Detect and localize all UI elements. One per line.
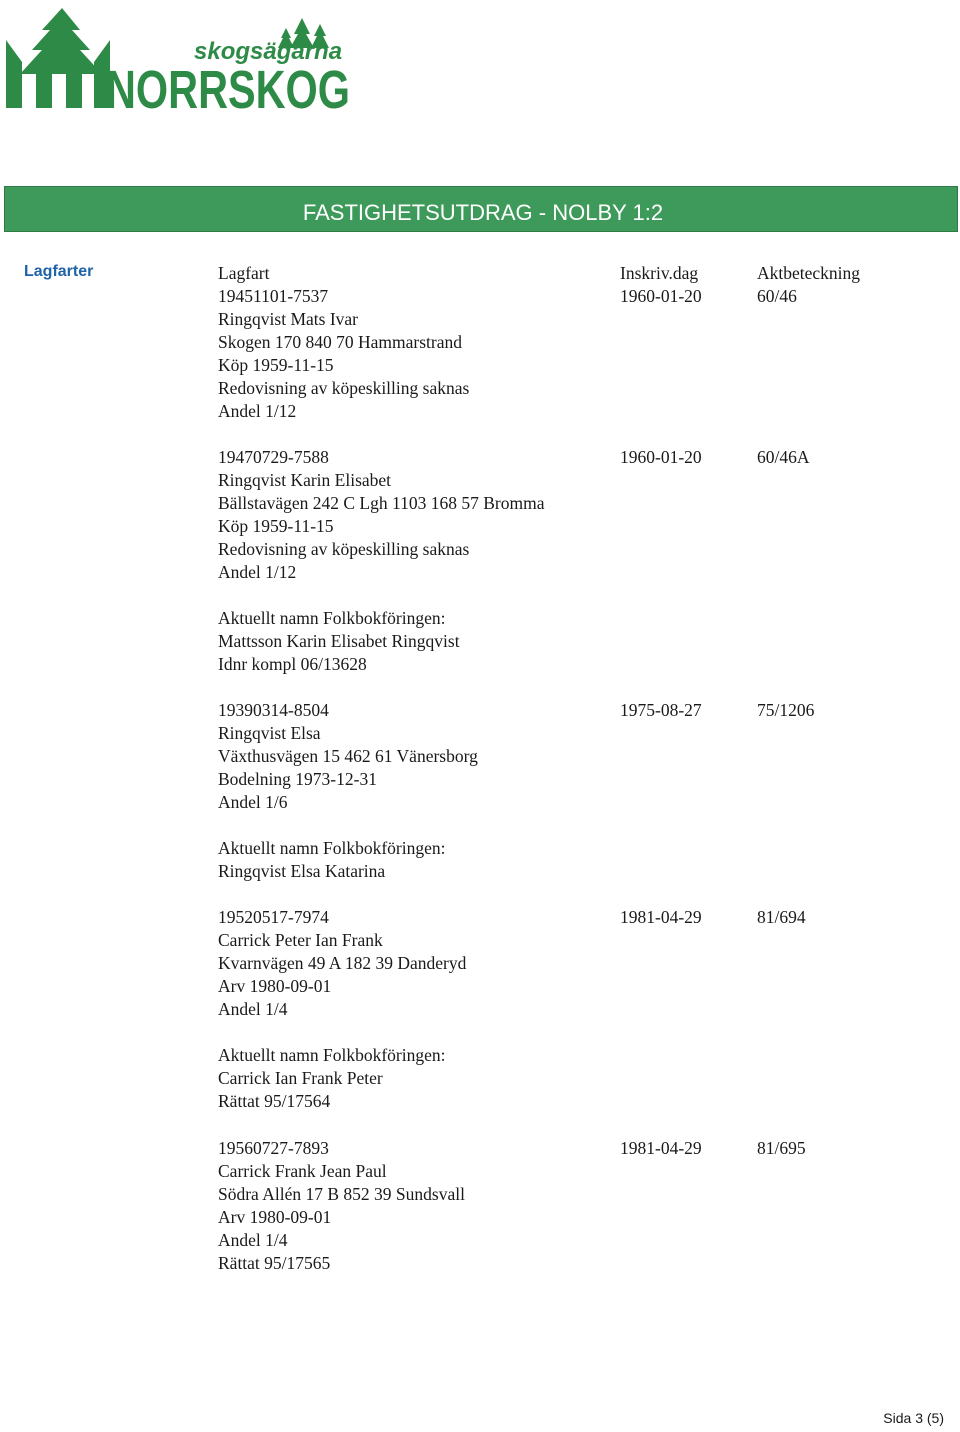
entry-details: [218, 1137, 465, 1275]
owner-name: Ringqvist Mats Ivar: [218, 309, 358, 329]
entry-details: [218, 699, 478, 883]
personal-number: 19451101-7537: [218, 286, 329, 306]
personal-number: 19390314-8504: [218, 700, 329, 720]
document-id: 60/46A: [757, 447, 810, 467]
document-id: 81/695: [757, 1138, 806, 1158]
current-name: Carrick Ian Frank Peter: [218, 1068, 383, 1088]
share: Andel 1/4: [218, 1230, 288, 1250]
share: Andel 1/4: [218, 999, 288, 1019]
page-title: FASTIGHETSUTDRAG - NOLBY 1:2: [302, 200, 664, 225]
entry-details: [218, 906, 466, 1113]
price-note: Redovisning av köpeskilling saknas: [218, 539, 470, 559]
current-name-label: Aktuellt namn Folkbokföringen:: [218, 838, 446, 858]
correction-note: Rättat 95/17564: [218, 1091, 331, 1111]
registration-date: 1981-04-29: [620, 1138, 702, 1158]
document-id: 81/694: [757, 907, 806, 927]
current-name-label: Aktuellt namn Folkbokföringen:: [218, 608, 446, 628]
registration-date: 1960-01-20: [620, 286, 702, 306]
entry-details: [218, 285, 469, 423]
column-header-lagfart: Lagfart: [218, 263, 270, 283]
norrskog-logo: [2, 4, 352, 120]
personal-number: 19470729-7588: [218, 447, 329, 467]
column-header-inskriv: Inskriv.dag: [620, 263, 699, 283]
owner-address: Skogen 170 840 70 Hammarstrand: [218, 332, 462, 352]
owner-address: Kvarnvägen 49 A 182 39 Danderyd: [218, 953, 467, 973]
acquisition: Arv 1980-09-01: [218, 976, 332, 996]
owner-address: Bällstavägen 242 C Lgh 1103 168 57 Bromma: [218, 493, 545, 513]
personal-number: 19560727-7893: [218, 1138, 329, 1158]
personal-number: 19520517-7974: [218, 907, 329, 927]
registration-date: 1975-08-27: [620, 700, 702, 720]
current-name: Mattsson Karin Elisabet Ringqvist: [218, 631, 460, 651]
share: Andel 1/12: [218, 401, 297, 421]
owner-address: Södra Allén 17 B 852 39 Sundsvall: [218, 1184, 465, 1204]
owner-name: Carrick Peter Ian Frank: [218, 930, 383, 950]
entry-details: [218, 446, 544, 676]
registration-date: 1960-01-20: [620, 447, 702, 467]
title-banner: [4, 186, 958, 232]
owner-address: Växthusvägen 15 462 61 Vänersborg: [218, 746, 478, 766]
column-header-akt: Aktbeteckning: [757, 263, 861, 283]
logo-name: NORRSKOG: [106, 60, 350, 120]
document-id: 75/1206: [757, 700, 815, 720]
price-note: Redovisning av köpeskilling saknas: [218, 378, 470, 398]
document-id: 60/46: [757, 286, 797, 306]
correction-note: Idnr kompl 06/13628: [218, 654, 367, 674]
current-name: Ringqvist Elsa Katarina: [218, 861, 386, 881]
owner-name: Ringqvist Karin Elisabet: [218, 470, 392, 490]
acquisition: Bodelning 1973-12-31: [218, 769, 377, 789]
owner-name: Carrick Frank Jean Paul: [218, 1161, 387, 1181]
current-name-label: Aktuellt namn Folkbokföringen:: [218, 1045, 446, 1065]
share: Andel 1/6: [218, 792, 288, 812]
owner-name: Ringqvist Elsa: [218, 723, 321, 743]
share: Andel 1/12: [218, 562, 297, 582]
registration-date: 1981-04-29: [620, 907, 702, 927]
acquisition: Köp 1959-11-15: [218, 516, 334, 536]
correction-note: Rättat 95/17565: [218, 1253, 331, 1273]
logo-tagline: skogsägarna: [194, 38, 343, 65]
acquisition: Arv 1980-09-01: [218, 1207, 332, 1227]
acquisition: Köp 1959-11-15: [218, 355, 334, 375]
page-number: Sida 3 (5): [883, 1410, 944, 1426]
section-label-lagfarter: Lagfarter: [24, 263, 94, 280]
